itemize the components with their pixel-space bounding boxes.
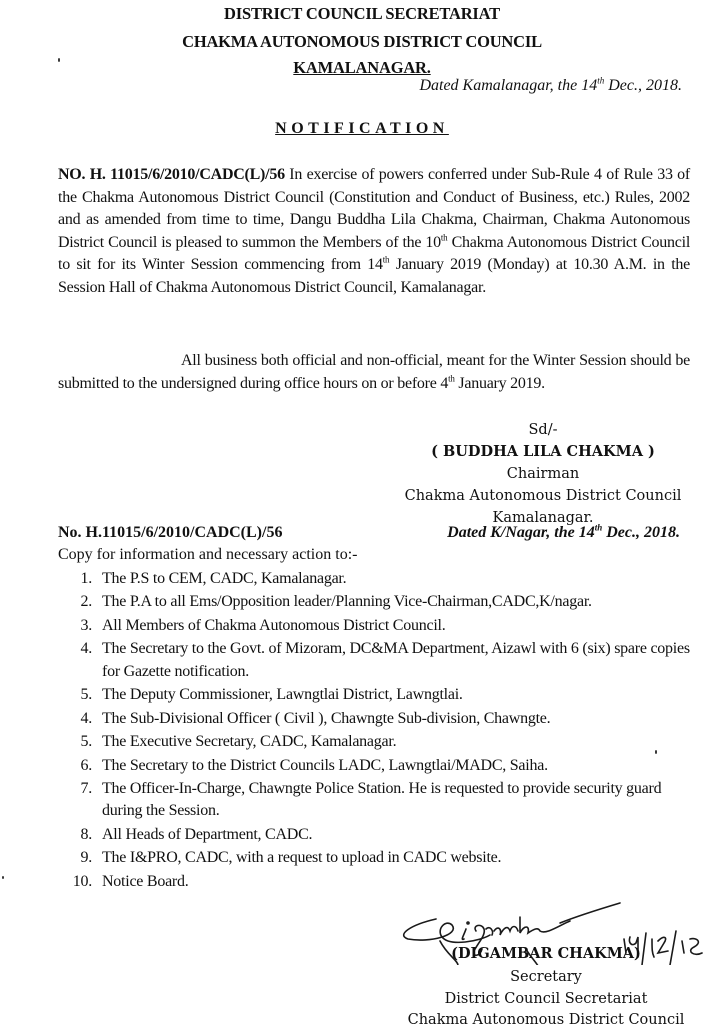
- scan-speck: [655, 750, 657, 754]
- chairman-signature-block: [400, 419, 686, 529]
- submission-paragraph: All business both official and non-official, meant for the Winter Session should be submitted to the undersigned during office hours on or before 4th January 2019.: [58, 352, 690, 392]
- date-line: Dated Kamalanagar, the 14th Dec., 2018.: [419, 75, 682, 94]
- list-item: 3. All Members of Chakma Autonomous District Council.: [80, 616, 446, 634]
- list-item: 9. The I&PRO, CADC, with a request to upload in CADC website.: [80, 849, 502, 867]
- list-item: 5. The Deputy Commissioner, Lawngtlai District, Lawngtlai.: [80, 686, 463, 704]
- signed-mark: Sd/-: [528, 422, 558, 438]
- list-item: 6. The Secretary to the District Councils LADC, Lawngtlai/MADC, Saiha.: [80, 756, 548, 774]
- list-item: 5. The Executive Secretary, CADC, Kamalanagar.: [80, 733, 397, 751]
- signatory-org: Chakma Autonomous District Council: [404, 488, 682, 504]
- list-item: 4. The Sub-Divisional Officer ( Civil ), Chawngte Sub-division, Chawngte.: [80, 709, 551, 727]
- header-secretariat: DISTRICT COUNCIL SECRETARIAT: [224, 4, 500, 23]
- reference-number: NO. H. 11015/6/2010/CADC(L)/56: [58, 166, 285, 183]
- scan-speck: [2, 876, 4, 879]
- secretary-designation: Secretary: [510, 969, 582, 985]
- scan-speck: [58, 58, 60, 62]
- signatory-name: ( BUDDHA LILA CHAKMA ): [431, 443, 655, 460]
- secretary-name: (DIGAMBAR CHAKMA): [451, 945, 641, 962]
- copy-date-line: Dated K/Nagar, the 14th Dec., 2018.: [447, 522, 680, 541]
- header-place: KAMALANAGAR.: [293, 58, 431, 77]
- copy-reference-number: No. H.11015/6/2010/CADC(L)/56: [58, 524, 283, 541]
- notification-paragraph: NO. H. 11015/6/2010/CADC(L)/56 In exercise of powers conferred under Sub-Rule 4 of Rule 33 of the Chakma Autonomous District Council (Constitution and Conduct of Business, etc.) Rules, 2002 and as amended from time to time, Dangu Buddha Lila Chakma, Chairman, Chakma Autonomous District Council is pleased to summon the Members of the 10th Chakma Autonomous District Council to sit for its Winter Session commencing from 14th January 2019 (Monday) at 10.30 A.M. in the Session Hall of Chakma Autonomous District Council, Kamalanagar.: [58, 166, 691, 296]
- list-item: 8. All Heads of Department, CADC.: [80, 825, 313, 843]
- list-item: 7. The Officer-In-Charge, Chawngte Police Station. He is requested to provide security guard during the Session.: [80, 780, 662, 820]
- copy-intro: Copy for information and necessary action to:-: [58, 546, 358, 563]
- header-council: CHAKMA AUTONOMOUS DISTRICT COUNCIL: [182, 32, 542, 51]
- list-item: 4. The Secretary to the Govt. of Mizoram, DC&MA Department, Aizawl with 6 (six) spare copies for Gazette notification.: [80, 640, 690, 680]
- secretary-office: District Council Secretariat: [444, 991, 648, 1007]
- document-title: NOTIFICATION: [275, 120, 449, 137]
- signatory-place: Kamalanagar.: [492, 510, 594, 526]
- signatory-designation: Chairman: [506, 466, 580, 482]
- copy-recipients-list: [58, 568, 698, 894]
- list-item: 10. Notice Board.: [72, 872, 189, 890]
- list-item: 1. The P.S to CEM, CADC, Kamalanagar.: [80, 570, 347, 587]
- secretary-org: Chakma Autonomous District Council: [407, 1012, 685, 1028]
- list-item: 2. The P.A to all Ems/Opposition leader/Planning Vice-Chairman,CADC,K/nagar.: [80, 593, 592, 611]
